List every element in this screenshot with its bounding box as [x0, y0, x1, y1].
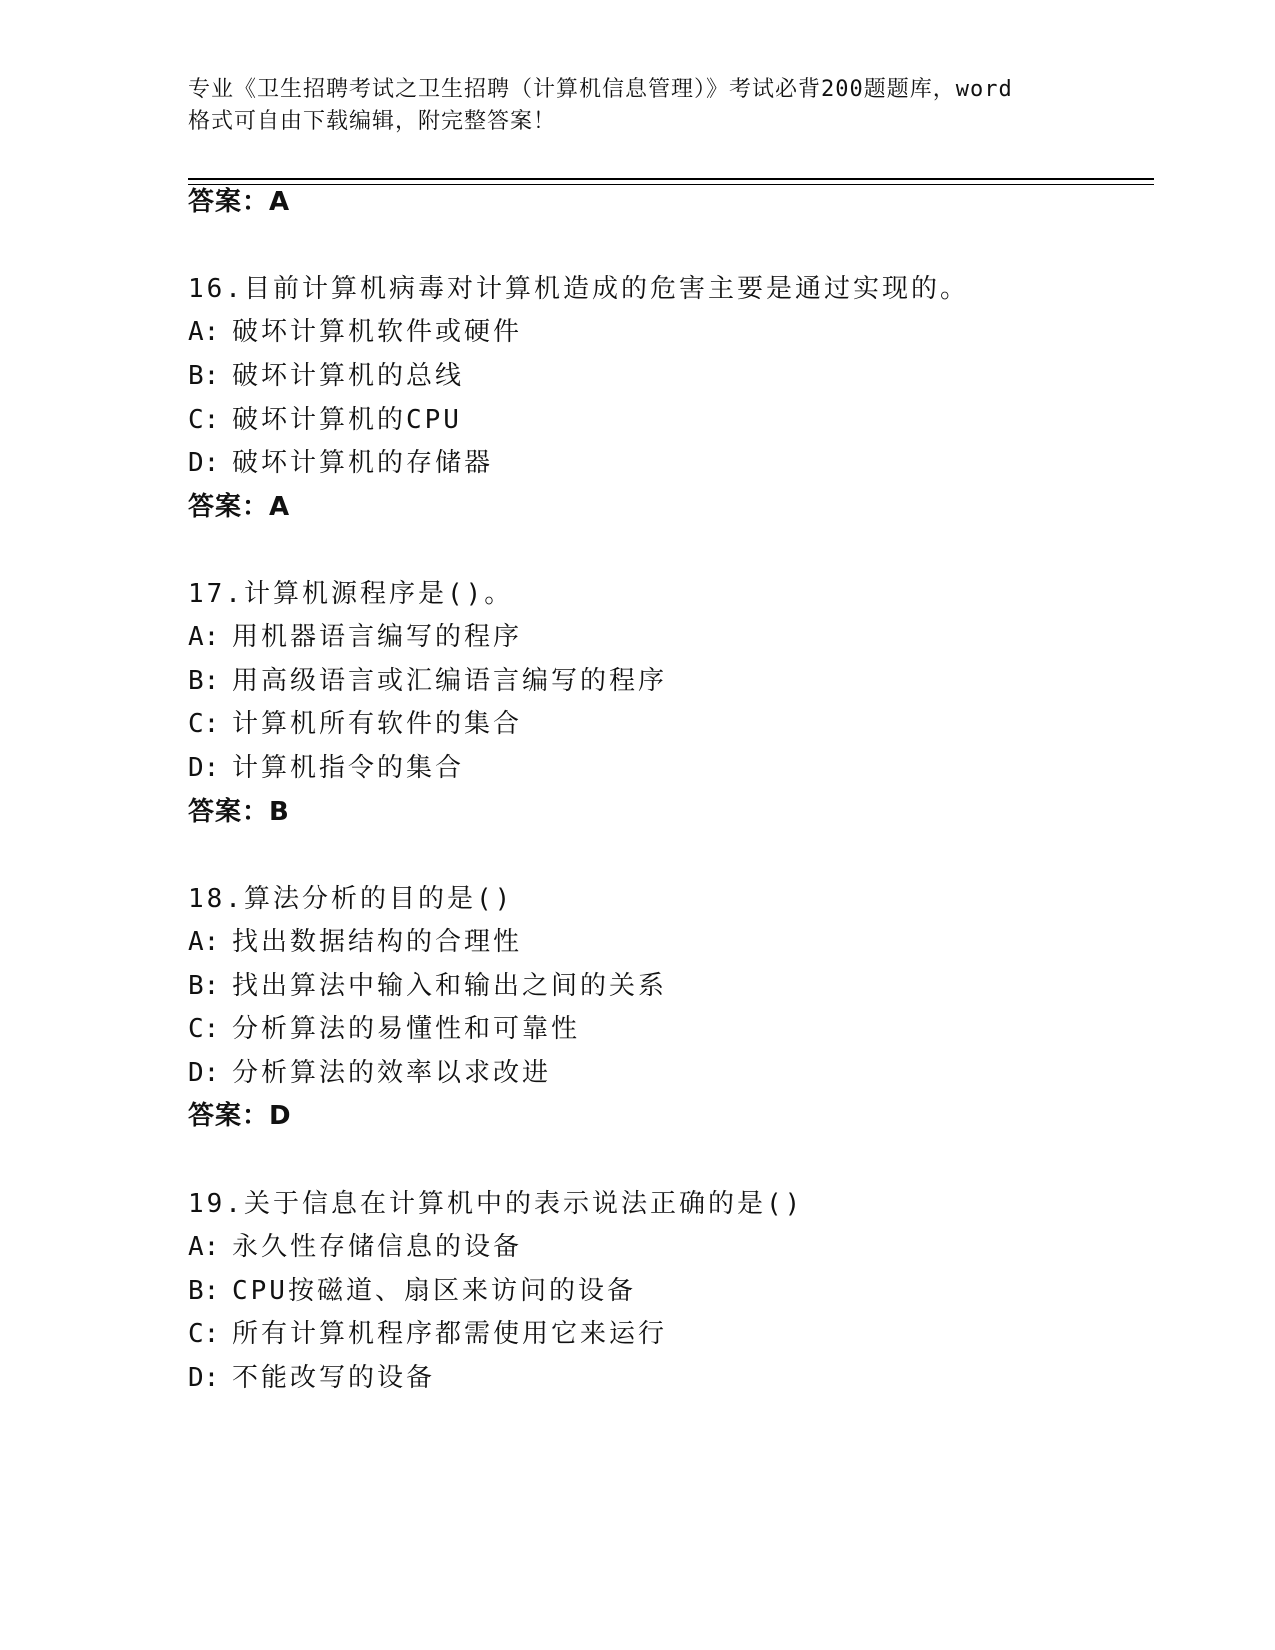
question-16-answer: 答案：A: [188, 492, 291, 522]
option-key: C:: [188, 1319, 220, 1349]
question-17-option-b: [188, 664, 667, 698]
option-key: A:: [188, 927, 220, 957]
option-key: C:: [188, 1014, 220, 1044]
question-19-option-c: [188, 1317, 667, 1351]
option-text: 找出算法中输入和输出之间的关系: [232, 971, 668, 1001]
option-key: B:: [188, 361, 220, 391]
option-text: 所有计算机程序都需使用它来运行: [232, 1319, 668, 1349]
option-text: 永久性存储信息的设备: [232, 1232, 523, 1262]
option-key: B:: [188, 1276, 220, 1306]
option-key: D:: [188, 1058, 220, 1088]
question-16-title: 16.目前计算机病毒对计算机造成的危害主要是通过实现的。: [188, 274, 969, 304]
previous-answer: 答案：A: [188, 187, 291, 217]
question-18-title: 18.算法分析的目的是(): [188, 884, 514, 914]
option-text: 计算机所有软件的集合: [232, 709, 523, 739]
option-text: 破坏计算机软件或硬件: [232, 317, 523, 347]
option-text: 计算机指令的集合: [232, 753, 465, 783]
question-16-option-d: [188, 446, 493, 480]
option-text: 破坏计算机的总线: [232, 361, 465, 391]
header-line-1: 专业《卫生招聘考试之卫生招聘（计算机信息管理）》考试必背200题题库，word: [188, 77, 1013, 102]
question-19-option-b: [188, 1274, 636, 1308]
option-key: D:: [188, 1363, 220, 1393]
question-19-option-a: [188, 1230, 522, 1264]
question-17-option-d: [188, 751, 464, 785]
option-text: 不能改写的设备: [232, 1363, 436, 1393]
header-divider-thin: [188, 184, 1154, 185]
option-text: 用高级语言或汇编语言编写的程序: [232, 666, 668, 696]
option-text: 找出数据结构的合理性: [232, 927, 523, 957]
question-18-option-b: [188, 969, 667, 1003]
question-16-option-a: [188, 315, 522, 349]
option-text: CPU按磁道、扇区来访问的设备: [232, 1276, 636, 1306]
question-19-title: 19.关于信息在计算机中的表示说法正确的是(): [188, 1189, 804, 1219]
question-17-option-c: [188, 707, 522, 741]
option-key: C:: [188, 709, 220, 739]
option-text: 用机器语言编写的程序: [232, 622, 523, 652]
option-key: C:: [188, 405, 220, 435]
option-key: A:: [188, 1232, 220, 1262]
option-key: B:: [188, 666, 220, 696]
header-line-2: 格式可自由下载编辑，附完整答案！: [188, 109, 557, 134]
question-17-title: 17.计算机源程序是()。: [188, 579, 514, 609]
option-key: D:: [188, 753, 220, 783]
option-key: A:: [188, 622, 220, 652]
option-key: B:: [188, 971, 220, 1001]
document-header: [188, 74, 1088, 138]
question-17-answer: 答案：B: [188, 797, 290, 827]
option-text: 破坏计算机的存储器: [232, 448, 494, 478]
option-text: 分析算法的易懂性和可靠性: [232, 1014, 581, 1044]
option-text: 分析算法的效率以求改进: [232, 1058, 552, 1088]
header-divider-thick: [188, 178, 1154, 180]
question-19-option-d: [188, 1361, 435, 1395]
question-16-option-c: [188, 403, 462, 437]
question-18-answer: 答案：D: [188, 1101, 292, 1131]
option-key: A:: [188, 317, 220, 347]
question-18-option-c: [188, 1012, 580, 1046]
question-17-option-a: [188, 620, 522, 654]
question-18-option-d: [188, 1056, 551, 1090]
question-16-option-b: [188, 359, 464, 393]
option-text: 破坏计算机的CPU: [232, 405, 462, 435]
question-18-option-a: [188, 925, 522, 959]
option-key: D:: [188, 448, 220, 478]
